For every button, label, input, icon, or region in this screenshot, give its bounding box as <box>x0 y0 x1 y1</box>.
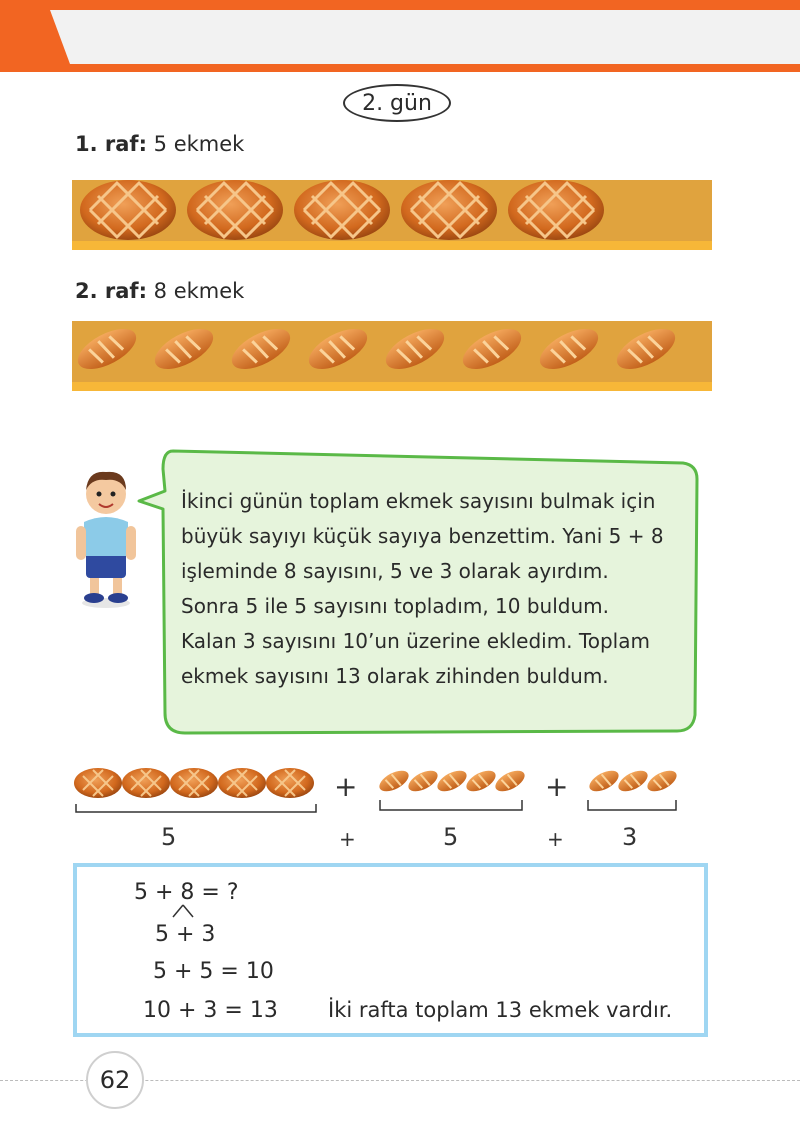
long-bread-icon <box>380 321 451 377</box>
group-2-count: 5 <box>443 823 459 851</box>
speech-line: ekmek sayısını 13 olarak zihinden buldum. <box>181 664 609 688</box>
round-bread-icon <box>508 180 604 240</box>
speech-line: Kalan 3 sayısını 10’un üzerine ekledim. Toplam <box>181 629 650 653</box>
answer-sentence: İki rafta toplam 13 ekmek vardır. <box>328 998 673 1022</box>
speech-line: işleminde 8 sayısını, 5 ve 3 olarak ayırdım. <box>181 559 609 583</box>
long-bread-icon <box>226 321 297 377</box>
speech-line: Sonra 5 ile 5 sayısını topladım, 10 buldum. <box>181 594 609 618</box>
plus-sign: + <box>339 827 356 851</box>
long-bread-icon <box>463 766 499 795</box>
plus-sign: + <box>545 770 569 803</box>
long-bread-icon <box>303 321 374 377</box>
round-bread-icon <box>122 768 170 798</box>
shelf-1-label: 1. raf: 5 ekmek <box>75 132 245 156</box>
long-bread-icon <box>586 766 622 795</box>
round-bread-icon <box>218 768 266 798</box>
speech-text <box>181 484 681 694</box>
group-3-count: 3 <box>622 823 638 851</box>
bread-decomposition <box>0 760 800 860</box>
plus-sign: + <box>547 827 564 851</box>
speech-line: İkinci günün toplam ekmek sayısını bulmak için <box>181 489 656 513</box>
round-bread-icon <box>294 180 390 240</box>
long-bread-icon <box>457 321 528 377</box>
equation-line-2: 5 + 3 <box>155 922 216 947</box>
long-bread-icon <box>376 766 412 795</box>
round-bread-icon <box>74 768 122 798</box>
long-bread-icon <box>72 321 142 377</box>
round-bread-icon <box>401 180 497 240</box>
shelf-2-breads <box>72 321 712 391</box>
page-header-banner <box>0 0 800 72</box>
speech-line: büyük sayıyı küçük sayıya benzettim. Yani 5 + 8 <box>181 524 664 548</box>
day-label: 2. gün <box>343 84 451 122</box>
split-lines <box>170 903 196 919</box>
equation-line-1: 5 + 8 = ? <box>134 880 239 905</box>
round-bread-icon <box>170 768 218 798</box>
round-bread-icon <box>187 180 283 240</box>
long-bread-icon <box>492 766 528 795</box>
equation-line-4: 10 + 3 = 13 <box>143 998 278 1023</box>
shelf-1 <box>72 180 712 250</box>
plus-sign: + <box>334 770 358 803</box>
page-number: 62 <box>86 1051 144 1109</box>
shelf-1-breads <box>72 180 712 250</box>
shelf-2-label: 2. raf: 8 ekmek <box>75 279 245 303</box>
shelf-2 <box>72 321 712 391</box>
long-bread-icon <box>405 766 441 795</box>
long-bread-icon <box>434 766 470 795</box>
long-bread-icon <box>615 766 651 795</box>
long-bread-icon <box>149 321 220 377</box>
boy-character-icon <box>70 460 142 610</box>
round-bread-icon <box>266 768 314 798</box>
long-bread-icon <box>611 321 682 377</box>
equation-line-3: 5 + 5 = 10 <box>153 959 274 984</box>
group-1-count: 5 <box>161 823 177 851</box>
round-bread-icon <box>80 180 176 240</box>
long-bread-icon <box>644 766 680 795</box>
long-bread-icon <box>534 321 605 377</box>
